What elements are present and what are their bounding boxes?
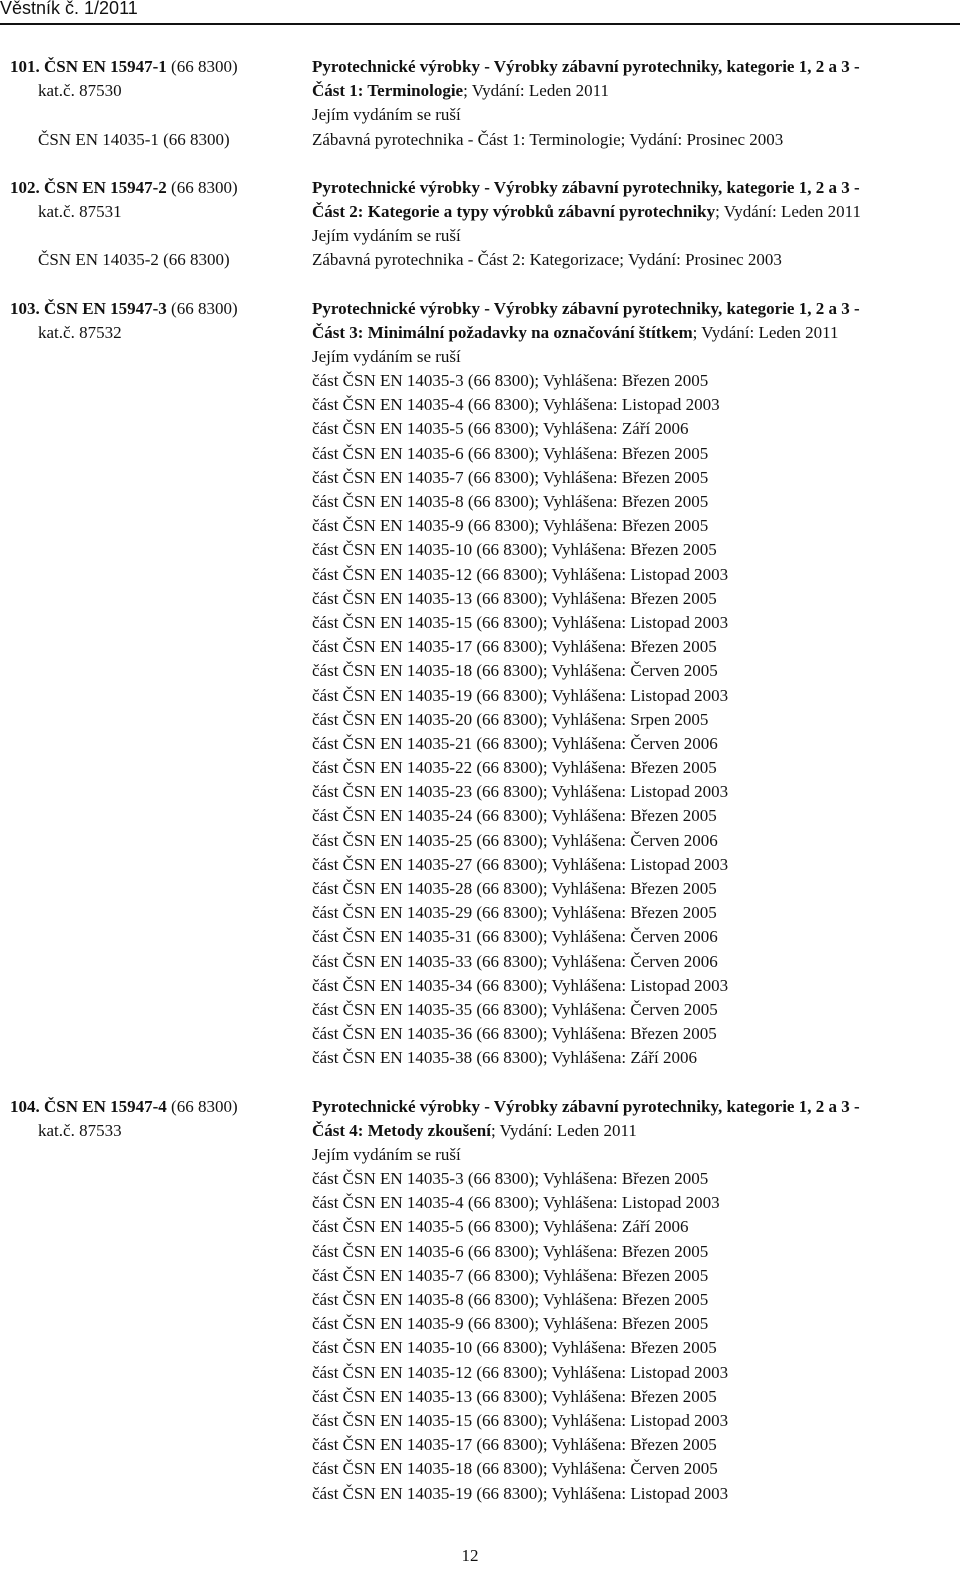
replaced-part-row bbox=[0, 1313, 960, 1337]
replaced-part: část ČSN EN 14035-10 (66 8300); Vyhlášena: Březen 2005 bbox=[312, 540, 717, 560]
standard-entry bbox=[0, 56, 960, 153]
replaced-part: část ČSN EN 14035-12 (66 8300); Vyhlášena: Listopad 2003 bbox=[312, 564, 729, 584]
entry-part bbox=[312, 201, 861, 223]
replaced-part: část ČSN EN 14035-24 (66 8300); Vyhlášena: Březen 2005 bbox=[312, 806, 717, 826]
replaces-label: Jejím vydáním se ruší bbox=[312, 105, 461, 125]
replaced-part: část ČSN EN 14035-27 (66 8300); Vyhlášena: Listopad 2003 bbox=[312, 854, 729, 874]
replaced-part-row bbox=[0, 1410, 960, 1434]
entry-classification: (66 8300) bbox=[171, 57, 238, 76]
replaced-part: část ČSN EN 14035-17 (66 8300); Vyhlášena: Březen 2005 bbox=[312, 637, 717, 657]
replaced-part: část ČSN EN 14035-28 (66 8300); Vyhlášena: Březen 2005 bbox=[312, 879, 717, 898]
entry-catalog-number: kat.č. 87530 bbox=[38, 81, 122, 101]
entry-part-row bbox=[0, 1120, 960, 1144]
replaced-part: část ČSN EN 14035-34 (66 8300); Vyhlášena: Listopad 2003 bbox=[312, 975, 729, 995]
replaced-part: část ČSN EN 14035-17 (66 8300); Vyhlášena: Březen 2005 bbox=[312, 1435, 717, 1455]
replaced-part-row bbox=[0, 588, 960, 612]
replaced-part-row bbox=[0, 1241, 960, 1265]
replaced-part: část ČSN EN 14035-21 (66 8300); Vyhlášena: Červen 2006 bbox=[312, 733, 718, 753]
replaced-part-row bbox=[0, 636, 960, 660]
entry-code: ČSN EN 15947-2 bbox=[44, 177, 167, 197]
replaces-row bbox=[0, 346, 960, 370]
replaced-part: část ČSN EN 14035-4 (66 8300); Vyhlášena: Listopad 2003 bbox=[312, 395, 720, 415]
replaced-part-row bbox=[0, 1289, 960, 1313]
entry-part-row bbox=[0, 201, 960, 225]
replaced-part: část ČSN EN 14035-9 (66 8300); Vyhlášena: Březen 2005 bbox=[312, 516, 709, 536]
entry-edition: ; Vydání: Leden 2011 bbox=[463, 81, 610, 101]
entry-part bbox=[312, 1120, 637, 1142]
standard-entry bbox=[0, 298, 960, 1072]
replaced-part-row bbox=[0, 1434, 960, 1458]
entry-identifier bbox=[10, 56, 238, 78]
replaced-part-row bbox=[0, 1192, 960, 1216]
entry-part-title: Část 1: Terminologie bbox=[312, 81, 464, 101]
replaced-standard-code: ČSN EN 14035-2 (66 8300) bbox=[38, 250, 230, 270]
entry-part-title: Část 4: Metody zkoušení bbox=[312, 1120, 491, 1140]
replaced-part-row bbox=[0, 854, 960, 878]
entry-catalog-number: kat.č. 87533 bbox=[38, 1120, 122, 1140]
replaced-part: část ČSN EN 14035-20 (66 8300); Vyhlášena: Srpen 2005 bbox=[312, 709, 709, 729]
entry-part-row bbox=[0, 80, 960, 104]
replaced-part: část ČSN EN 14035-10 (66 8300); Vyhlášena: Březen 2005 bbox=[312, 1338, 717, 1358]
entry-code: ČSN EN 15947-1 bbox=[44, 57, 167, 76]
replaced-standard-title: Zábavná pyrotechnika - Část 1: Terminologie; Vydání: Prosinec 2003 bbox=[312, 129, 784, 149]
replaced-part: část ČSN EN 14035-3 (66 8300); Vyhlášena: Březen 2005 bbox=[312, 371, 709, 391]
replaced-part: část ČSN EN 14035-5 (66 8300); Vyhlášena: Září 2006 bbox=[312, 419, 689, 439]
replaces-label: Jejím vydáním se ruší bbox=[312, 1144, 461, 1164]
entry-title-row bbox=[0, 56, 960, 80]
replaced-part-row bbox=[0, 394, 960, 418]
replaced-part: část ČSN EN 14035-19 (66 8300); Vyhlášena: Listopad 2003 bbox=[312, 685, 729, 705]
standards-list bbox=[0, 56, 960, 1507]
replaced-part-row bbox=[0, 1023, 960, 1047]
replaced-part-row bbox=[0, 951, 960, 975]
replaced-part-row bbox=[0, 709, 960, 733]
entry-title: Pyrotechnické výrobky - Výrobky zábavní pyrotechniky, kategorie 1, 2 a 3 - bbox=[312, 57, 860, 76]
entry-classification: (66 8300) bbox=[171, 1096, 238, 1116]
replaced-part: část ČSN EN 14035-6 (66 8300); Vyhlášena: Březen 2005 bbox=[312, 443, 709, 463]
entry-part-row bbox=[0, 322, 960, 346]
replaced-part: část ČSN EN 14035-7 (66 8300); Vyhlášena: Březen 2005 bbox=[312, 1265, 709, 1285]
replaces-row bbox=[0, 104, 960, 128]
replaces-row bbox=[0, 225, 960, 249]
replaced-part-row bbox=[0, 902, 960, 926]
entry-number: 104. bbox=[10, 1096, 40, 1116]
entry-part bbox=[312, 322, 839, 344]
replaced-part-row bbox=[0, 491, 960, 515]
replaced-part-row bbox=[0, 757, 960, 781]
replaced-part-row bbox=[0, 1362, 960, 1386]
entry-edition: ; Vydání: Leden 2011 bbox=[715, 201, 862, 221]
replaced-standard-row bbox=[0, 129, 960, 153]
replaced-part: část ČSN EN 14035-7 (66 8300); Vyhlášena: Březen 2005 bbox=[312, 467, 709, 487]
replaced-part-row bbox=[0, 1216, 960, 1240]
header-rule bbox=[0, 23, 960, 25]
replaced-part-row bbox=[0, 539, 960, 563]
entry-part-title: Část 3: Minimální požadavky na označování štítkem bbox=[312, 322, 693, 342]
entry-title-row bbox=[0, 298, 960, 322]
entry-title-row bbox=[0, 1096, 960, 1120]
replaced-part: část ČSN EN 14035-29 (66 8300); Vyhlášena: Březen 2005 bbox=[312, 903, 717, 923]
replaced-part: část ČSN EN 14035-5 (66 8300); Vyhlášena: Září 2006 bbox=[312, 1217, 689, 1237]
entry-title: Pyrotechnické výrobky - Výrobky zábavní pyrotechniky, kategorie 1, 2 a 3 - bbox=[312, 177, 860, 197]
replaced-part-row bbox=[0, 999, 960, 1023]
entry-title: Pyrotechnické výrobky - Výrobky zábavní pyrotechniky, kategorie 1, 2 a 3 - bbox=[312, 1096, 860, 1116]
replaced-part: část ČSN EN 14035-23 (66 8300); Vyhlášena: Listopad 2003 bbox=[312, 782, 729, 802]
entry-code: ČSN EN 15947-4 bbox=[44, 1096, 167, 1116]
replaced-part-row bbox=[0, 515, 960, 539]
replaced-part-row bbox=[0, 926, 960, 950]
replaces-label: Jejím vydáním se ruší bbox=[312, 226, 461, 246]
page-number: 12 bbox=[461, 1546, 479, 1565]
replaces-row bbox=[0, 1144, 960, 1168]
replaces-label: Jejím vydáním se ruší bbox=[312, 346, 461, 366]
replaced-part-row bbox=[0, 564, 960, 588]
replaced-part: část ČSN EN 14035-8 (66 8300); Vyhlášena: Březen 2005 bbox=[312, 492, 709, 511]
entry-edition: ; Vydání: Leden 2011 bbox=[490, 1120, 637, 1140]
replaced-part: část ČSN EN 14035-12 (66 8300); Vyhlášena: Listopad 2003 bbox=[312, 1362, 729, 1382]
replaced-part: část ČSN EN 14035-13 (66 8300); Vyhlášena: Březen 2005 bbox=[312, 1386, 717, 1406]
replaced-part-row bbox=[0, 1168, 960, 1192]
replaced-part: část ČSN EN 14035-35 (66 8300); Vyhlášena: Červen 2005 bbox=[312, 999, 718, 1019]
replaced-part: část ČSN EN 14035-18 (66 8300); Vyhlášena: Červen 2005 bbox=[312, 661, 718, 681]
entry-identifier bbox=[10, 298, 238, 320]
entry-code: ČSN EN 15947-3 bbox=[44, 298, 167, 318]
replaced-part: část ČSN EN 14035-4 (66 8300); Vyhlášena: Listopad 2003 bbox=[312, 1193, 720, 1213]
entry-number: 103. bbox=[10, 298, 40, 318]
replaced-part: část ČSN EN 14035-9 (66 8300); Vyhlášena: Březen 2005 bbox=[312, 1314, 709, 1334]
replaced-part-row bbox=[0, 370, 960, 394]
replaced-part-row bbox=[0, 1047, 960, 1071]
entry-number: 102. bbox=[10, 177, 40, 197]
entry-identifier bbox=[10, 1096, 238, 1118]
replaced-part-row bbox=[0, 975, 960, 999]
replaced-part: část ČSN EN 14035-38 (66 8300); Vyhlášena: Září 2006 bbox=[312, 1048, 697, 1068]
replaced-part: část ČSN EN 14035-13 (66 8300); Vyhlášena: Březen 2005 bbox=[312, 588, 717, 608]
replaced-part: část ČSN EN 14035-18 (66 8300); Vyhlášena: Červen 2005 bbox=[312, 1459, 718, 1479]
entry-part bbox=[312, 80, 609, 102]
replaced-part: část ČSN EN 14035-31 (66 8300); Vyhlášena: Červen 2006 bbox=[312, 927, 718, 947]
replaced-part-row bbox=[0, 1386, 960, 1410]
replaced-part-row bbox=[0, 1483, 960, 1507]
replaced-part: část ČSN EN 14035-19 (66 8300); Vyhlášena: Listopad 2003 bbox=[312, 1483, 729, 1503]
replaced-part-row bbox=[0, 660, 960, 684]
replaced-part-row bbox=[0, 1337, 960, 1361]
entry-classification: (66 8300) bbox=[171, 298, 238, 318]
replaced-part: část ČSN EN 14035-33 (66 8300); Vyhlášena: Červen 2006 bbox=[312, 951, 718, 971]
replaced-part: část ČSN EN 14035-25 (66 8300); Vyhlášena: Červen 2006 bbox=[312, 830, 718, 850]
replaced-part-row bbox=[0, 830, 960, 854]
entry-catalog-number: kat.č. 87532 bbox=[38, 322, 122, 342]
replaced-part-row bbox=[0, 805, 960, 829]
replaced-part: část ČSN EN 14035-15 (66 8300); Vyhlášena: Listopad 2003 bbox=[312, 1410, 729, 1430]
replaced-part: část ČSN EN 14035-8 (66 8300); Vyhlášena: Březen 2005 bbox=[312, 1290, 709, 1309]
entry-identifier bbox=[10, 177, 238, 199]
entry-part-title: Část 2: Kategorie a typy výrobků zábavní pyrotechniky bbox=[312, 201, 716, 221]
replaced-part-row bbox=[0, 685, 960, 709]
entry-classification: (66 8300) bbox=[171, 177, 238, 197]
replaced-part-row bbox=[0, 1458, 960, 1482]
replaced-part: část ČSN EN 14035-3 (66 8300); Vyhlášena: Březen 2005 bbox=[312, 1169, 709, 1189]
replaced-part-row bbox=[0, 443, 960, 467]
replaced-part-row bbox=[0, 733, 960, 757]
replaced-standard-title: Zábavná pyrotechnika - Část 2: Kategorizace; Vydání: Prosinec 2003 bbox=[312, 250, 782, 270]
replaced-part-row bbox=[0, 467, 960, 491]
replaced-part-row bbox=[0, 1265, 960, 1289]
replaced-part-row bbox=[0, 418, 960, 442]
replaced-part: část ČSN EN 14035-36 (66 8300); Vyhlášena: Březen 2005 bbox=[312, 1024, 717, 1044]
journal-title: Věstník č. 1/2011 bbox=[0, 0, 138, 18]
entry-title-row bbox=[0, 177, 960, 201]
entry-title: Pyrotechnické výrobky - Výrobky zábavní pyrotechniky, kategorie 1, 2 a 3 - bbox=[312, 298, 860, 318]
replaced-part: část ČSN EN 14035-15 (66 8300); Vyhlášena: Listopad 2003 bbox=[312, 612, 729, 632]
replaced-part-row bbox=[0, 781, 960, 805]
replaced-standard-row bbox=[0, 249, 960, 273]
replaced-standard-code: ČSN EN 14035-1 (66 8300) bbox=[38, 129, 230, 149]
entry-number: 101. bbox=[10, 57, 40, 76]
replaced-part: část ČSN EN 14035-22 (66 8300); Vyhlášena: Březen 2005 bbox=[312, 758, 717, 778]
page-header bbox=[0, 0, 960, 22]
standard-entry bbox=[0, 1096, 960, 1507]
replaced-part-row bbox=[0, 612, 960, 636]
entry-edition: ; Vydání: Leden 2011 bbox=[692, 322, 839, 342]
replaced-part: část ČSN EN 14035-6 (66 8300); Vyhlášena: Březen 2005 bbox=[312, 1241, 709, 1261]
standard-entry bbox=[0, 177, 960, 274]
entry-catalog-number: kat.č. 87531 bbox=[38, 201, 122, 221]
replaced-part-row bbox=[0, 878, 960, 902]
